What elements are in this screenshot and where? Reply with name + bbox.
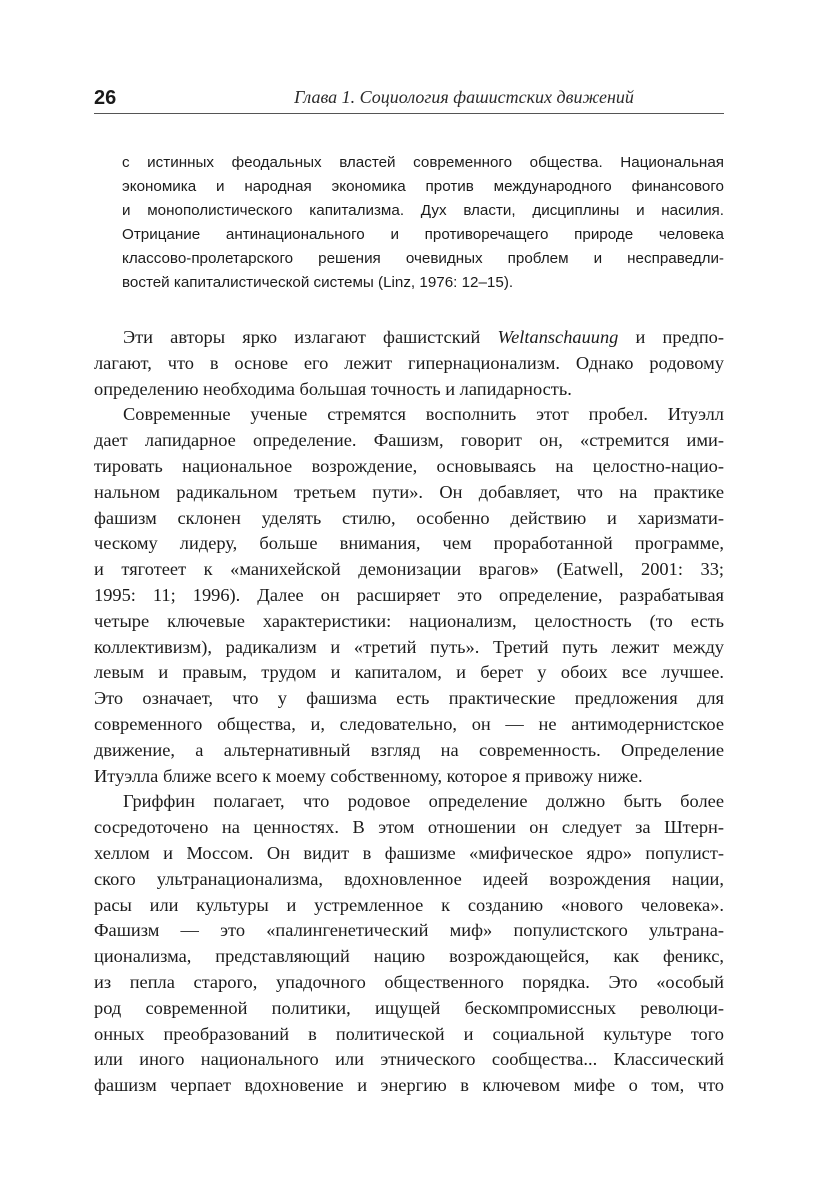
text-line: движение, а альтернативный взгляд на современность. Определение [94, 739, 724, 760]
quote-line: Отрицание антинационального и противоречащего природе человека [122, 226, 724, 243]
text-line: четыре ключевые характеристики: национализм, целостность (то есть [94, 610, 724, 631]
page-number: 26 [94, 87, 117, 109]
text-line: Это означает, что у фашизма есть практические предложения для [94, 688, 724, 709]
text-line: фашизм склонен уделять стилю, особенно действию и харизмати- [94, 507, 724, 528]
quote-line: классово-пролетарского решения очевидных проблем и несправедли- [122, 250, 724, 267]
text-line: Современные ученые стремятся восполнить этот пробел. Итуэлл [123, 404, 724, 425]
text-line: и тяготеет к «манихейской демонизации врагов» (Eatwell, 2001: 33; [94, 559, 724, 580]
text-line: хеллом и Моссом. Он видит в фашизме «мифическое ядро» популист- [94, 842, 724, 863]
text-line: лагают, что в основе его лежит гипернационализм. Однако родовому [94, 352, 724, 373]
text-line: Гриффин полагает, что родовое определение должно быть более [123, 791, 724, 812]
text-line: определению необходима большая точность и лапидарность. [94, 378, 572, 399]
text-line: Итуэлла ближе всего к моему собственному, которое я привожу ниже. [94, 765, 643, 786]
running-head: Глава 1. Социология фашистских движений [294, 87, 634, 107]
body-text [94, 325, 724, 1099]
page-header [94, 83, 724, 114]
text-line: тировать национальное возрождение, основываясь на целостно-нацио- [94, 455, 724, 476]
paragraph-2 [94, 402, 724, 789]
text-line: род современной политики, ищущей бескомпромиссных революци- [94, 997, 724, 1018]
block-quote [122, 151, 724, 295]
text-line: нальном радикальном третьем пути». Он добавляет, что на практике [94, 481, 724, 502]
paragraph-1 [94, 325, 724, 402]
text-line: ского ультранационализма, вдохновленное идеей возрождения нации, [94, 868, 724, 889]
text-line: 1995: 11; 1996). Далее он расширяет это определение, разрабатывая [94, 584, 724, 605]
text-line: фашизм черпает вдохновение и энергию в ключевом мифе о том, что [94, 1075, 724, 1096]
paragraph-3 [94, 789, 724, 1099]
text-line: Фашизм — это «палингенетический миф» популистского ультрана- [94, 920, 724, 941]
text-line: дает лапидарное определение. Фашизм, говорит он, «стремится ими- [94, 430, 724, 451]
italic-term: Weltanschauung [497, 327, 619, 347]
quote-line: экономика и народная экономика против международного финансового [122, 178, 724, 195]
quote-line: и монополистического капитализма. Дух власти, дисциплины и насилия. [122, 202, 724, 219]
text-line: современного общества, и, следовательно, он — не антимодернистское [94, 713, 724, 734]
text-line: ционализма, представляющий нацию возрождающейся, как феникс, [94, 946, 724, 967]
quote-line: востей капиталистической системы (Linz, 1976: 12–15). [122, 274, 514, 291]
text-line: левым и правым, трудом и капиталом, и берет у обоих все лучшее. [94, 662, 724, 683]
text-run: и предпо- [618, 327, 724, 347]
text-line: из пепла старого, упадочного общественного порядка. Это «особый [94, 971, 724, 992]
text-line: онных преобразований в политической и социальной культуре того [94, 1023, 724, 1044]
text-line: коллективизм), радикализм и «третий путь». Третий путь лежит между [94, 636, 724, 657]
quote-line: с истинных феодальных властей современного общества. Национальная [122, 154, 724, 171]
text-line: расы или культуры и устремленное к созданию «нового человека». [94, 894, 724, 915]
text-line: ческому лидеру, больше внимания, чем проработанной программе, [94, 533, 724, 554]
text-line: или иного национального или этнического сообщества... Классический [94, 1049, 724, 1070]
text-line [94, 325, 724, 351]
text-line: сосредоточено на ценностях. В этом отношении он следует за Штерн- [94, 817, 724, 838]
text-run: Эти авторы ярко излагают фашистский [123, 327, 498, 347]
